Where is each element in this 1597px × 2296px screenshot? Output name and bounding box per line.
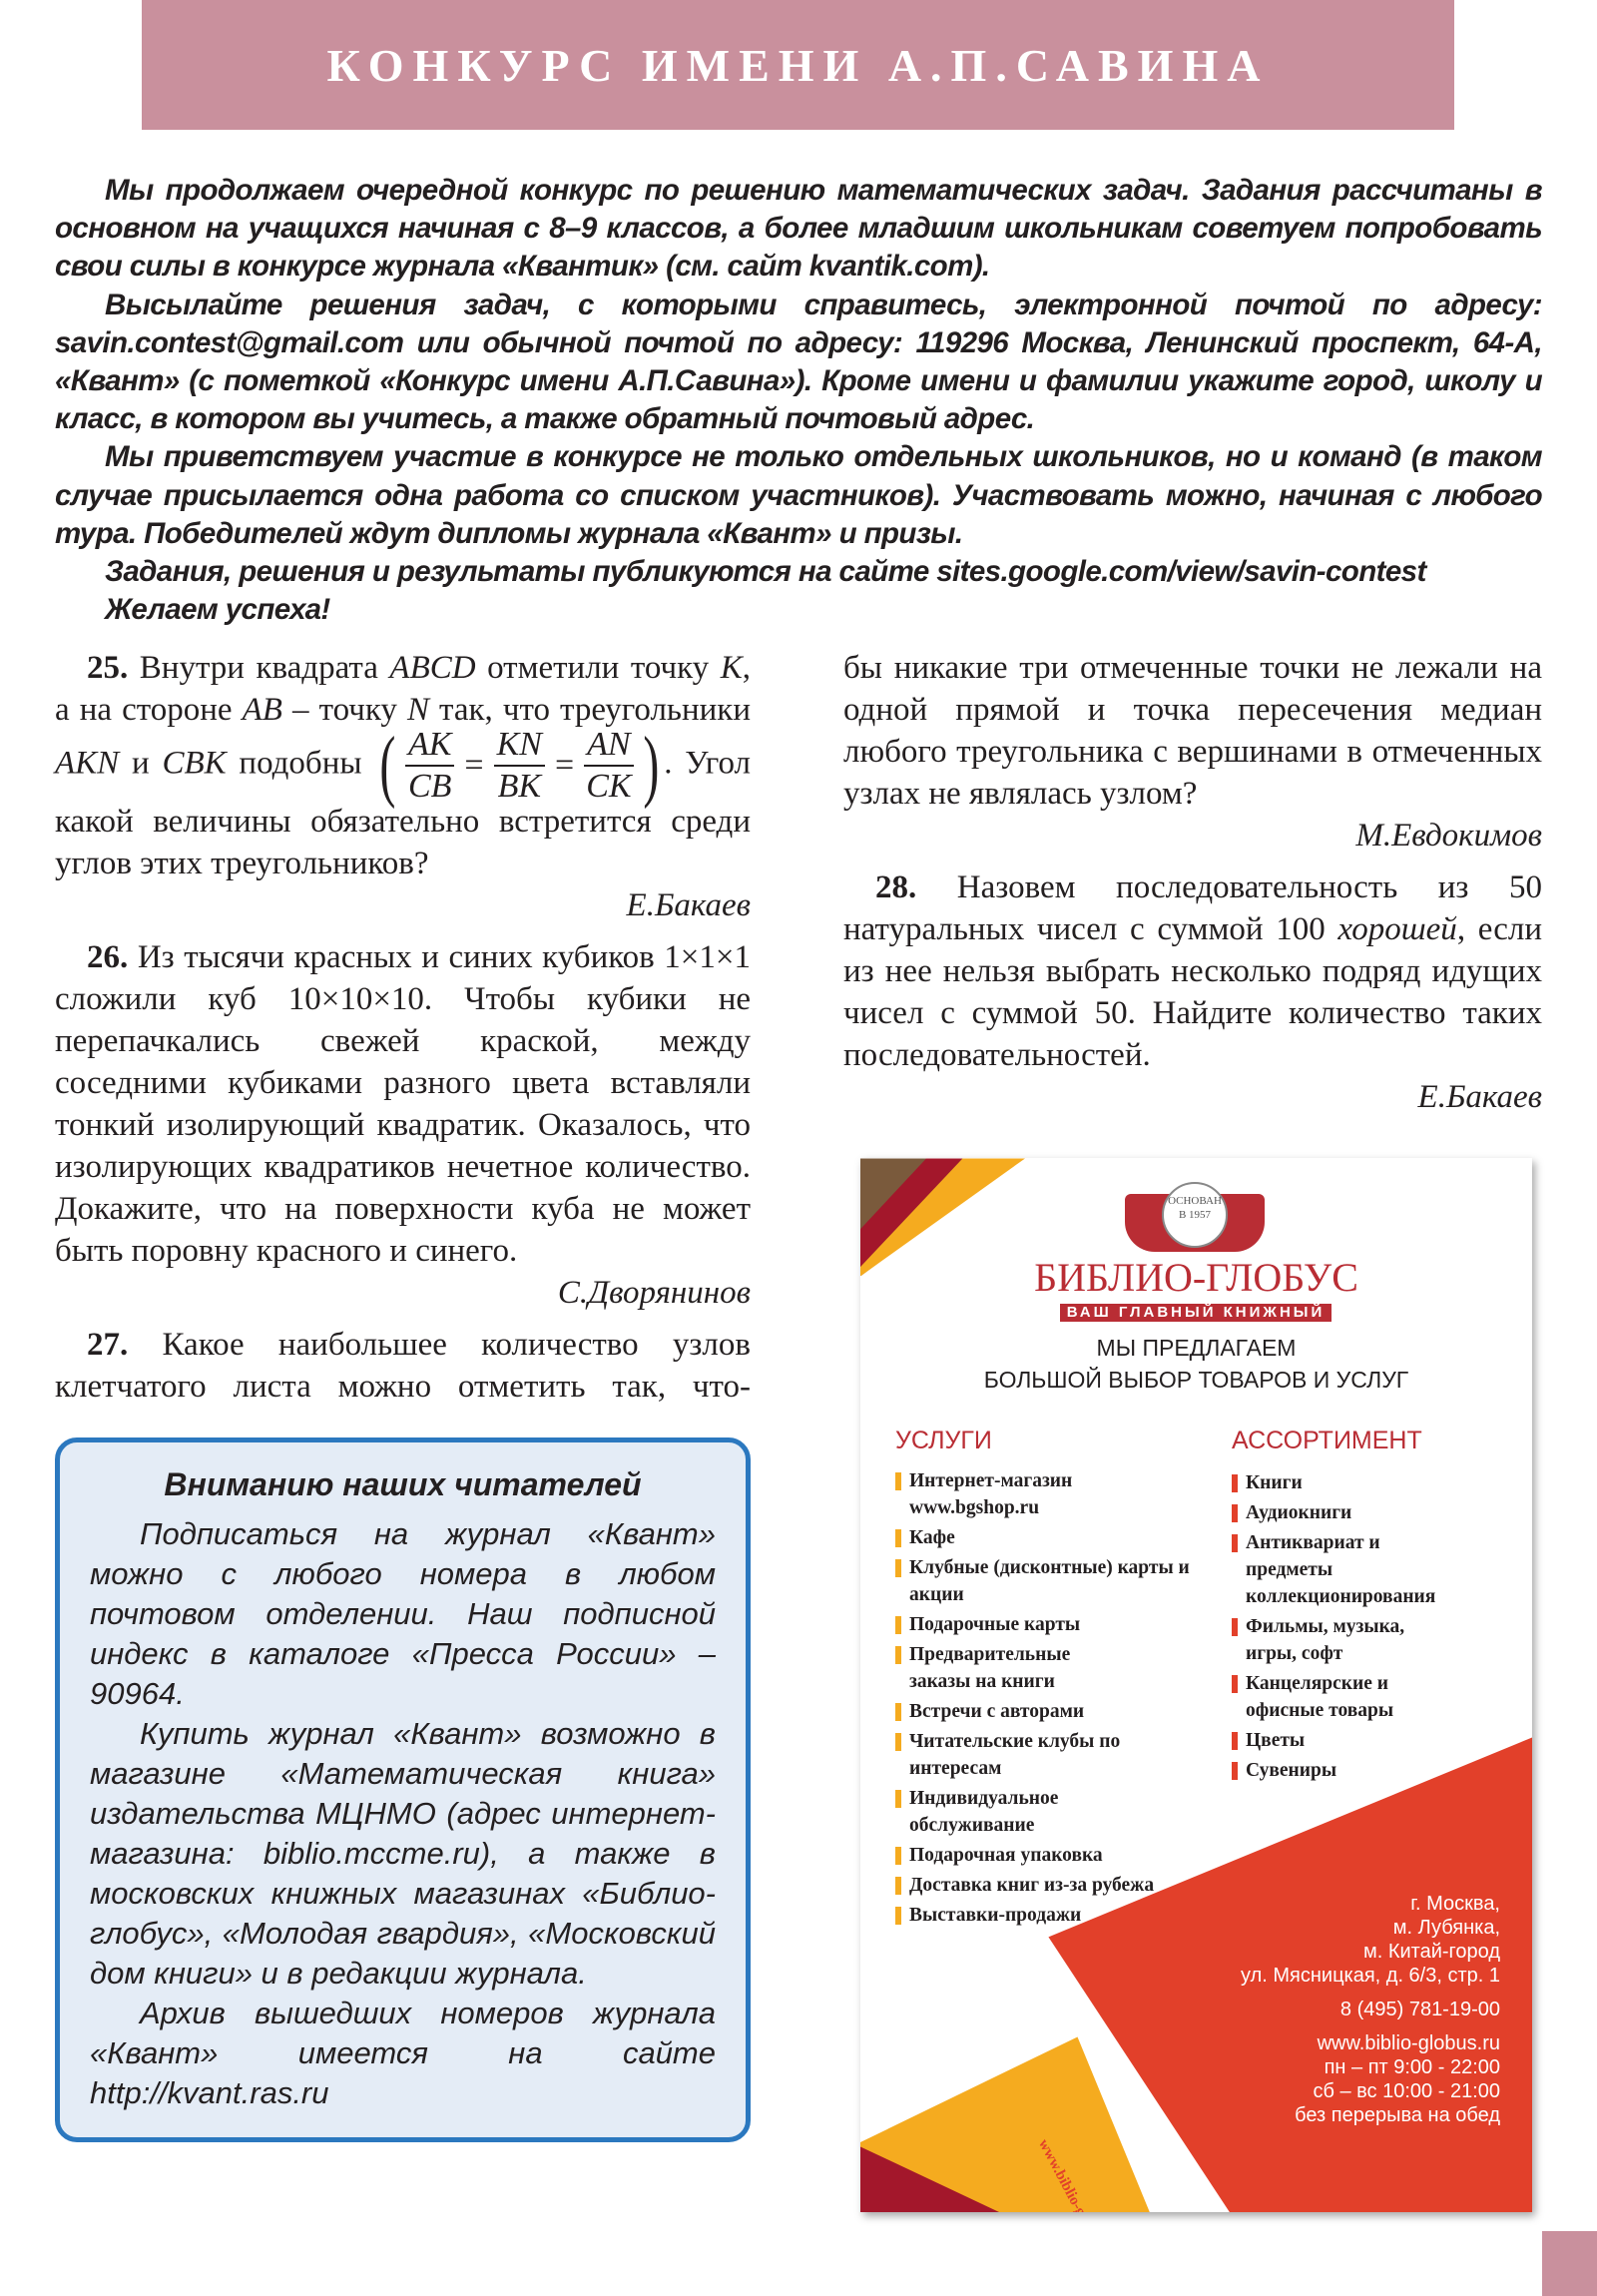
services-title: УСЛУГИ xyxy=(895,1427,992,1455)
brand-slogan: ВАШ ГЛАВНЫЙ КНИЖНЫЙ xyxy=(1060,1304,1331,1322)
section-header xyxy=(142,0,1454,130)
similarity-formula: ( $\frac{AK}{CB}$ = $\frac{KN}{BK}$ = $\frac{AN}{CK}$ ) xyxy=(379,722,659,811)
services-list xyxy=(895,1467,1215,1932)
notice-paragraph: Архив вышедших номеров журнала «Квант» имеется на сайте http://kvant.ras.ru xyxy=(90,1996,716,2111)
assortment-item: Книги xyxy=(1232,1469,1511,1496)
section-title: КОНКУРС ИМЕНИ А.П.САВИНА xyxy=(326,39,1270,91)
assortment-item: Канцелярские и офисные товары xyxy=(1232,1670,1461,1724)
service-item: Предварительные заказы на книги xyxy=(895,1641,1105,1695)
service-item: Кафе xyxy=(895,1524,1215,1551)
intro-paragraph: Мы приветствуем участие в конкурсе не только отдельных школьников, но и команд (в таком случае присылается одна работа со списком участников). Участвовать можно, начиная с любого тура. Победителей ждут дипломы журнала «Квант» и призы. xyxy=(55,440,1542,550)
readers-notice xyxy=(55,1437,751,2142)
assortment-list xyxy=(1232,1469,1511,1787)
problem-25: 25. Внутри квадрата ABCD отметили точку K, а на стороне AB – точку N так, что треугольники AKN и CBK подобны ( $\frac{AK}{CB}$ = $\frac{KN}{BK}$ = $\frac{AN}{CK}$ ) . Угол какой величины обязательно встретится среди углов этих треугольников? xyxy=(55,650,751,882)
intro-text xyxy=(55,172,1542,629)
intro-paragraph: Желаем успеха! xyxy=(105,593,330,627)
assortment-item: Антиквариат и предметы коллекционирования xyxy=(1232,1529,1431,1610)
service-item: Клубные (дисконтные) карты и акции xyxy=(895,1554,1195,1608)
service-item: Встречи с авторами xyxy=(895,1698,1215,1725)
problem-author: Е.Бакаев xyxy=(626,887,751,924)
problem-28: 28. Назовем последовательность из 50 натуральных чисел с суммой 100 хорошей, если из нее нельзя выбрать несколько подряд идущих чисел с суммой 50. Найдите количество таких последовательностей. xyxy=(843,869,1542,1074)
assortment-title: АССОРТИМЕНТ xyxy=(1232,1427,1422,1455)
service-item: Выставки-продажи xyxy=(895,1902,1215,1929)
service-item: Читательские клубы по интересам xyxy=(895,1728,1155,1782)
offer-heading: МЫ ПРЕДЛАГАЕМ БОЛЬШОЙ ВЫБОР ТОВАРОВ И УСЛУГ xyxy=(983,1335,1409,1394)
service-item: Интернет-магазин www.bgshop.ru xyxy=(895,1467,1095,1521)
left-column xyxy=(55,647,751,2142)
assortment-item: Сувениры xyxy=(1232,1757,1511,1784)
page-content xyxy=(55,172,1542,2272)
problem-26: 26. Из тысячи красных и синих кубиков 1×1×1 сложили куб 10×10×10. Чтобы кубики не перепачкались свежей краской, между соседними кубиками разного цвета вставляли тонкий изолирующий квадратик. Оказалось, что изолирующих квадратиков нечетное количество. Докажите, что на поверхности куба не может быть поровну красного и синего. xyxy=(55,939,751,1270)
columns xyxy=(55,647,1542,2212)
store-site: www.biblio-globus.ru xyxy=(1317,2032,1500,2055)
service-item: Индивидуальное обслуживание xyxy=(895,1785,1095,1839)
problem-27: 27. Какое наибольшее количество узлов клетчатого листа можно отметить так, что- xyxy=(55,1327,751,1406)
intro-paragraph: Мы продолжаем очередной конкурс по решению математических задач. Задания рассчитаны в основном на учащихся начиная с 8–9 классов, а более младшим школьникам советуем попробовать свои силы в конкурсе журнала «Квантик» (см. сайт kvantik.com). xyxy=(55,174,1542,284)
globe-badge: ОСНОВАН В 1957 xyxy=(1162,1182,1228,1248)
notice-paragraph: Купить журнал «Квант» возможно в магазине «Математическая книга» издательства МЦНМО (адрес интернет-магазина: biblio.mccme.ru), а также в московских книжных магазинах «Библио-глобус», «Молодая гвардия», «Московский дом книги» и в редакции журнала. xyxy=(90,1716,716,1992)
problem-author: С.Дворянинов xyxy=(557,1275,751,1312)
problem-author: М.Евдокимов xyxy=(1355,818,1542,855)
intro-paragraph: Высылайте решения задач, с которыми справитесь, электронной почтой по адресу: savin.contest@gmail.com или обычной почтой по адресу: 119296 Москва, Ленинский проспект, 64-А, «Квант» (с пометкой «Конкурс имени А.П.Савина»). Кроме имени и фамилии укажите город, школу и класс, в котором вы учитесь, а также обратный почтовый адрес. xyxy=(55,287,1542,436)
assortment-item: Цветы xyxy=(1232,1727,1511,1754)
biblio-globus-ad xyxy=(860,1158,1532,2212)
assortment-item: Фильмы, музыка, игры, софт xyxy=(1232,1613,1431,1667)
intro-paragraph: Задания, решения и результаты публикуются на сайте sites.google.com/view/savin-contest xyxy=(105,555,1426,589)
page-corner-tab xyxy=(1542,2231,1597,2296)
store-address: г. Москва, м. Лубянка, м. Китай-город ул. Мясницкая, д. 6/3, стр. 1 8 (495) 781-19-00 www.biblio-globus.ru пн – пт 9:00 - 22:00 сб – вс 10:00 - 21:00 без перерыва на обед xyxy=(1241,1893,1500,2127)
notice-title: Вниманию наших читателей xyxy=(164,1466,642,1503)
brand-name: БИБЛИО-ГЛОБУС xyxy=(1034,1255,1358,1301)
service-item: Подарочная упаковка xyxy=(895,1842,1215,1869)
assortment-item: Аудиокниги xyxy=(1232,1499,1511,1526)
problem-27-continued: бы никакие три отмеченные точки не лежали на одной прямой и точка пересечения медиан любого треугольника с вершинами в отмеченных узлах не являлась узлом? xyxy=(843,650,1542,813)
store-phone: 8 (495) 781-19-00 xyxy=(1339,1999,1500,2021)
right-column xyxy=(843,647,1542,2212)
problem-author: Е.Бакаев xyxy=(1417,1079,1542,1116)
service-item: Подарочные карты xyxy=(895,1611,1215,1638)
notice-paragraph: Подписаться на журнал «Квант» можно с любого номера в любом почтовом отделении. Наш подписной индекс в каталоге «Пресса России» – 90964. xyxy=(90,1516,716,1712)
service-item: Доставка книг из-за рубежа xyxy=(895,1872,1215,1899)
